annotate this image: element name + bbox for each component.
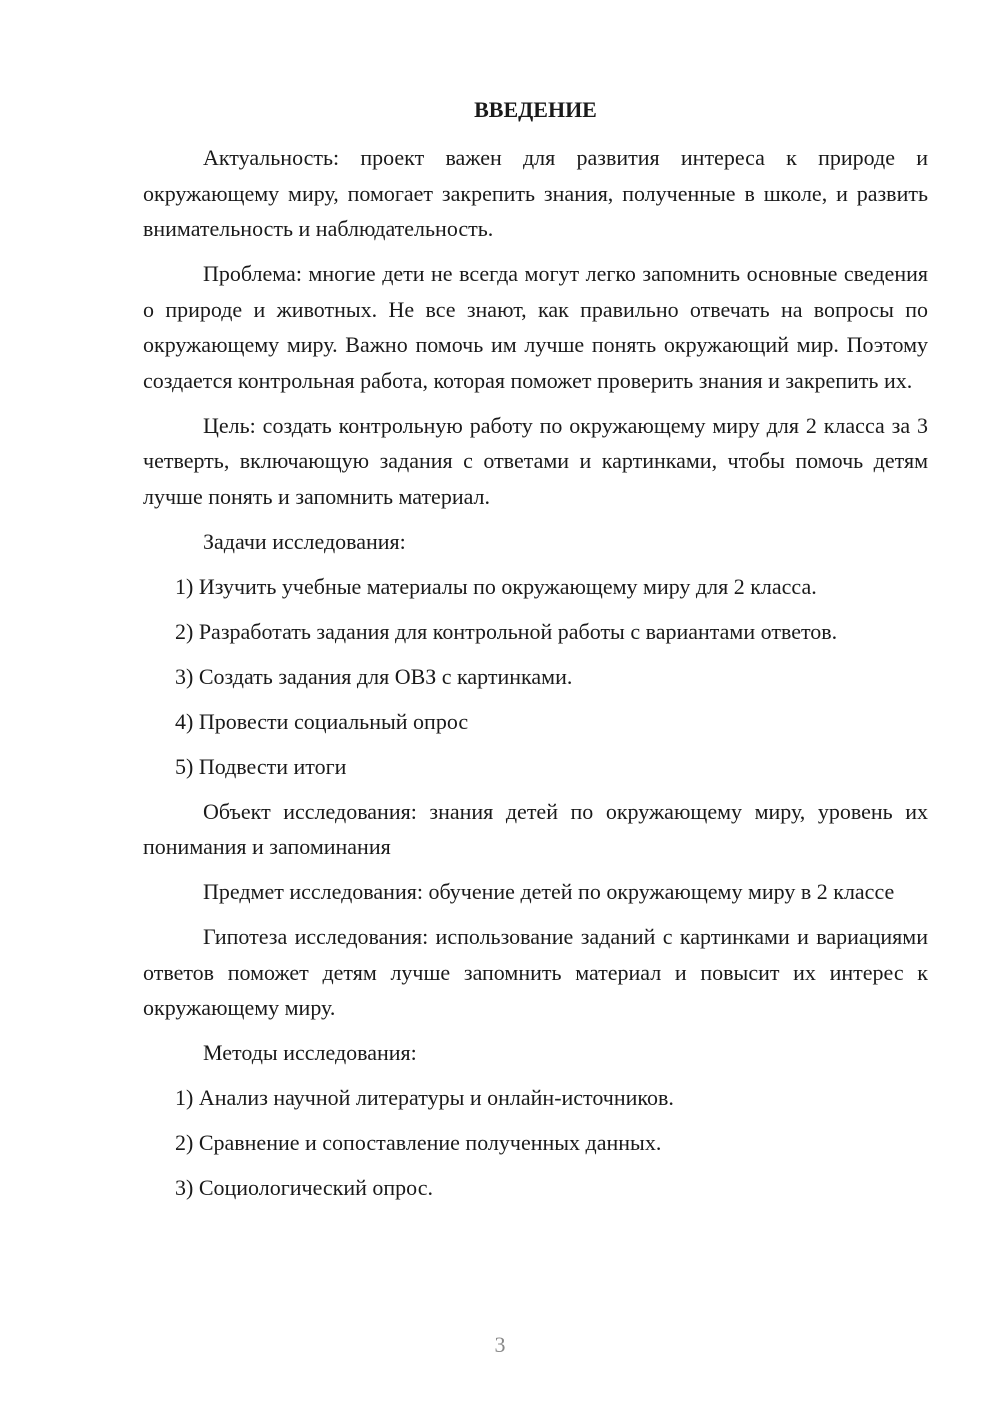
section-title: ВВЕДЕНИЕ [474,97,597,122]
task-item: 1) Изучить учебные материалы по окружающему миру для 2 класса. [175,573,817,599]
method-item: 3) Социологический опрос. [175,1175,433,1200]
task-item: 4) Провести социальный опрос [175,708,469,734]
method-item: 1) Анализ научной литературы и онлайн-источников. [175,1085,674,1110]
object-paragraph: Объект исследования: знания детей по окружающему миру, уровень их понимания и запоминания [143,798,928,859]
task-item: 5) Подвести итоги [175,753,347,779]
task-item: 3) Создать задания для ОВЗ с картинками. [175,663,573,689]
relevance-paragraph: Актуальность: проект важен для развития интереса к природе и окружающему миру, помогает закрепить знания, полученные в школе, и развить внимательность и наблюдательность. [143,145,928,241]
subject-paragraph: Предмет исследования: обучение детей по окружающему миру в 2 классе [203,879,895,904]
document-page [143,92,928,1215]
goal-paragraph: Цель: создать контрольную работу по окружающему миру для 2 класса за 3 четверть, включающую задания с ответами и картинками, чтобы помочь детям лучше понять и запомнить материал. [143,412,928,509]
methods-heading: Методы исследования: [203,1040,417,1065]
task-item: 2) Разработать задания для контрольной работы с вариантами ответов. [175,618,838,644]
page-number: 3 [494,1332,506,1357]
method-item: 2) Сравнение и сопоставление полученных данных. [175,1130,662,1155]
problem-paragraph: Проблема: многие дети не всегда могут легко запомнить основные сведения о природе и животных. Не все знают, как правильно отвечать на вопросы по окружающему миру. Важно помочь им лучше понять окружающий мир. Поэтому создается контрольная работа, которая поможет проверить знания и закрепить их. [143,261,928,393]
tasks-heading: Задачи исследования: [203,528,406,554]
hypothesis-paragraph: Гипотеза исследования: использование заданий с картинками и вариациями ответов поможет детям лучше запомнить материал и повысит их интерес к окружающему миру. [143,924,928,1020]
